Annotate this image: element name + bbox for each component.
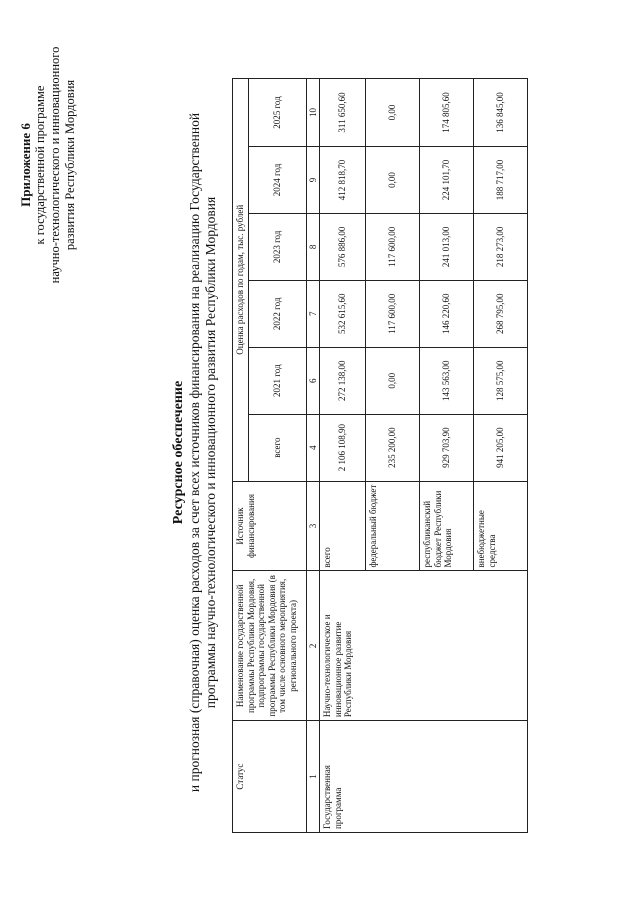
resource-table: [232, 78, 528, 833]
header-source: Источник финансирования: [233, 481, 307, 571]
header-year: 2021 год: [248, 347, 306, 414]
total-cell: 929 703,90: [420, 414, 474, 481]
index-cell: 4: [306, 414, 320, 481]
year-cell: 188 717,00: [474, 147, 528, 214]
index-cell: 7: [306, 280, 320, 347]
header-row: [233, 79, 249, 833]
year-cell: 0,00: [366, 347, 420, 414]
year-cell: 224 101,70: [420, 147, 474, 214]
header-name: Наименование государственной программы Республики Мордовия, подпрограммы государственной программы Республики Мордовия (в том числе основного мероприятия, регионального проекта): [233, 571, 307, 721]
header-year: 2024 год: [248, 147, 306, 214]
appendix-number: Приложение 6: [18, 123, 33, 207]
index-cell: 9: [306, 147, 320, 214]
year-cell: 136 845,00: [474, 79, 528, 147]
header-status: Статус: [233, 721, 307, 833]
index-row: [306, 79, 320, 833]
year-cell: 241 013,00: [420, 213, 474, 280]
document-title: [170, 0, 219, 905]
year-cell: 117 600,00: [366, 280, 420, 347]
status-cell: Государственная программа: [320, 721, 528, 833]
title-heading: Ресурсное обеспечение: [171, 380, 186, 525]
header-year: 2022 год: [248, 280, 306, 347]
year-cell: 268 795,00: [474, 280, 528, 347]
year-cell: 576 886,00: [320, 213, 366, 280]
year-cell: 174 805,60: [420, 79, 474, 147]
header-estimate: Оценка расходов по годам, тыс. рублей: [233, 79, 249, 482]
year-cell: 0,00: [366, 147, 420, 214]
year-cell: 218 273,00: [474, 213, 528, 280]
index-cell: 3: [306, 481, 320, 571]
total-cell: 941 205,00: [474, 414, 528, 481]
year-cell: 128 575,00: [474, 347, 528, 414]
index-cell: 8: [306, 213, 320, 280]
year-cell: 146 220,60: [420, 280, 474, 347]
index-cell: 6: [306, 347, 320, 414]
year-cell: 532 615,60: [320, 280, 366, 347]
index-cell: 2: [306, 571, 320, 721]
index-cell: 1: [306, 721, 320, 833]
appendix-line: научно-технологического и инновационного: [48, 46, 62, 284]
year-cell: 0,00: [366, 79, 420, 147]
total-cell: 235 200,00: [366, 414, 420, 481]
title-line: и прогнозная (справочная) оценка расходов за счет всех источников финансирования на реализацию Государственной: [187, 112, 202, 793]
appendix-line: развития Республики Мордовия: [63, 79, 77, 251]
year-cell: 412 818,70: [320, 147, 366, 214]
source-cell: внебюджетные средства: [474, 481, 528, 571]
source-cell: федеральный бюджет: [366, 481, 420, 571]
source-cell: республиканский бюджет Республики Мордовия: [420, 481, 474, 571]
program-name-cell: Научно-технологическое и инновационное развитие Республики Мордовия: [320, 571, 528, 721]
appendix-block: [18, 5, 78, 325]
title-line: программы научно-технологического и инновационного развития Республики Мордовия: [203, 196, 218, 709]
table-row: [320, 79, 366, 833]
index-cell: 10: [306, 79, 320, 147]
year-cell: 143 563,00: [420, 347, 474, 414]
source-cell: всего: [320, 481, 366, 571]
header-year: 2023 год: [248, 213, 306, 280]
year-cell: 117 600,00: [366, 213, 420, 280]
year-cell: 272 138,00: [320, 347, 366, 414]
total-cell: 2 106 108,90: [320, 414, 366, 481]
header-total: всего: [248, 414, 306, 481]
year-cell: 311 650,60: [320, 79, 366, 147]
appendix-line: к государственной программе: [33, 85, 47, 245]
header-year: 2025 год: [248, 79, 306, 147]
